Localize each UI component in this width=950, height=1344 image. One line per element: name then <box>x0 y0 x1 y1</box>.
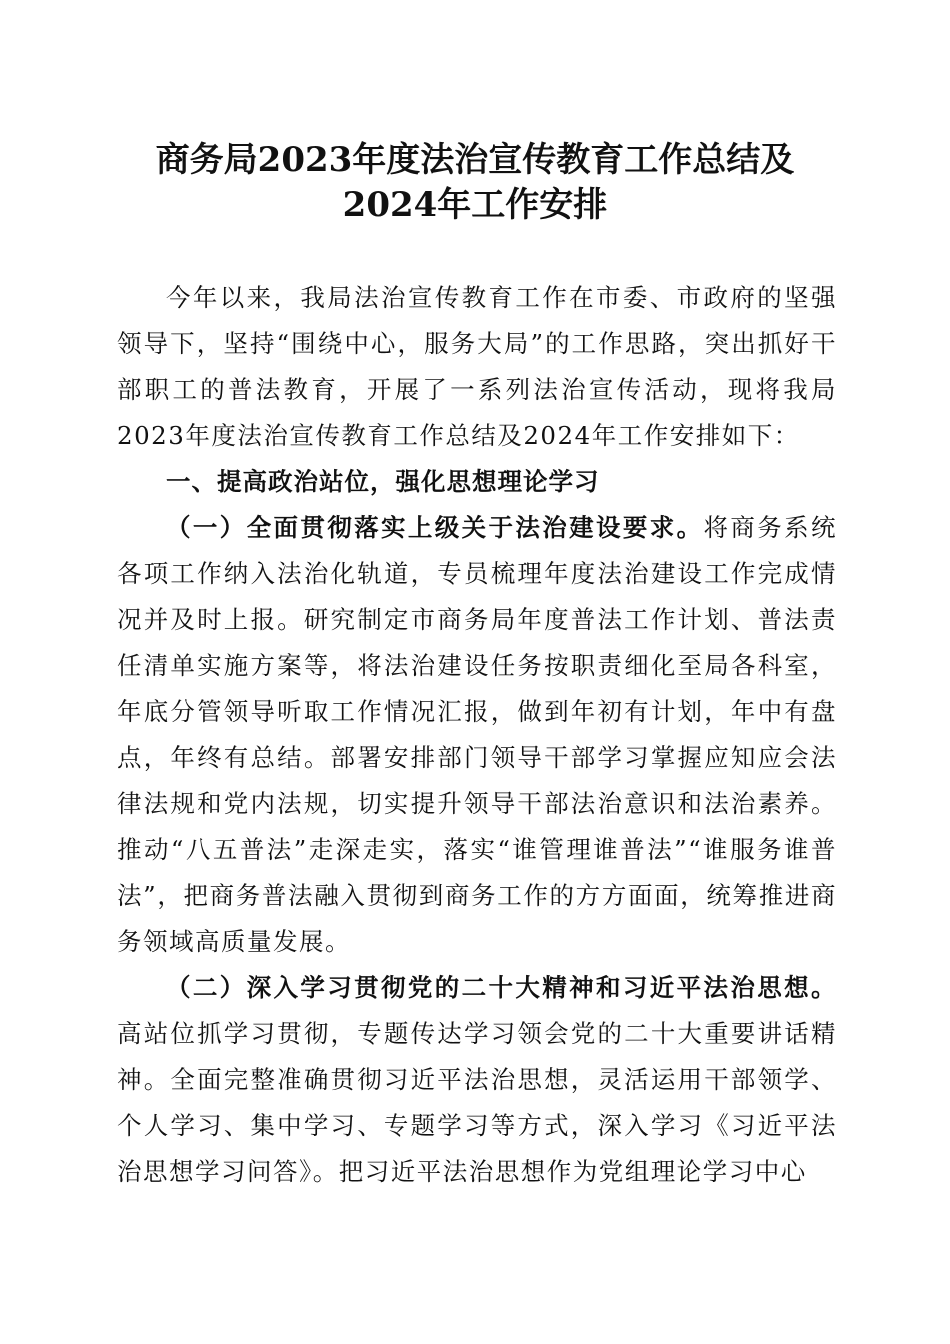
item-2-paragraph <box>117 965 837 1195</box>
item-1-body: 将商务系统各项工作纳入法治化轨道，专员梳理年度法治建设工作完成情况并及时上报。研究制定市商务局年度普法工作计划、普法责任清单实施方案等，将法治建设任务按职责细化至局各科室，年底分管领导听取工作情况汇报，做到年初有计划，年中有盘点，年终有总结。部署安排部门领导干部学习掌握应知应会法律法规和党内法规，切实提升领导干部法治意识和法治素养。推动“八五普法”走深走实，落实“谁管理谁普法”“谁服务谁普法”，把商务普法融入贯彻到商务工作的方方面面，统筹推进商务领域高质量发展。 <box>117 513 837 956</box>
item-1-lead: （一）全面贯彻落实上级关于法治建设要求。 <box>166 513 704 542</box>
section-1-heading: 一、提高政治站位，强化思想理论学习 <box>166 467 600 496</box>
item-1-paragraph <box>117 505 837 965</box>
item-2-body: 高站位抓学习贯彻，专题传达学习领会党的二十大重要讲话精神。全面完整准确贯彻习近平法治思想，灵活运用干部领学、个人学习、集中学习、专题学习等方式，深入学习《习近平法治思想学习问答》。把习近平法治思想作为党组理论学习中心 <box>117 1019 837 1186</box>
document-title-line-2: 2024年工作安排 <box>342 185 608 225</box>
document-body <box>117 275 837 1195</box>
intro-paragraph: 今年以来，我局法治宣传教育工作在市委、市政府的坚强领导下，坚持“围绕中心，服务大局”的工作思路，突出抓好干部职工的普法教育，开展了一系列法治宣传活动，现将我局2023年度法治宣传教育工作总结及2024年工作安排如下： <box>117 283 837 450</box>
document-title-line-1: 商务局2023年度法治宣传教育工作总结及 <box>155 140 795 180</box>
item-2-lead: （二）深入学习贯彻党的二十大精神和习近平法治思想。 <box>166 973 837 1002</box>
